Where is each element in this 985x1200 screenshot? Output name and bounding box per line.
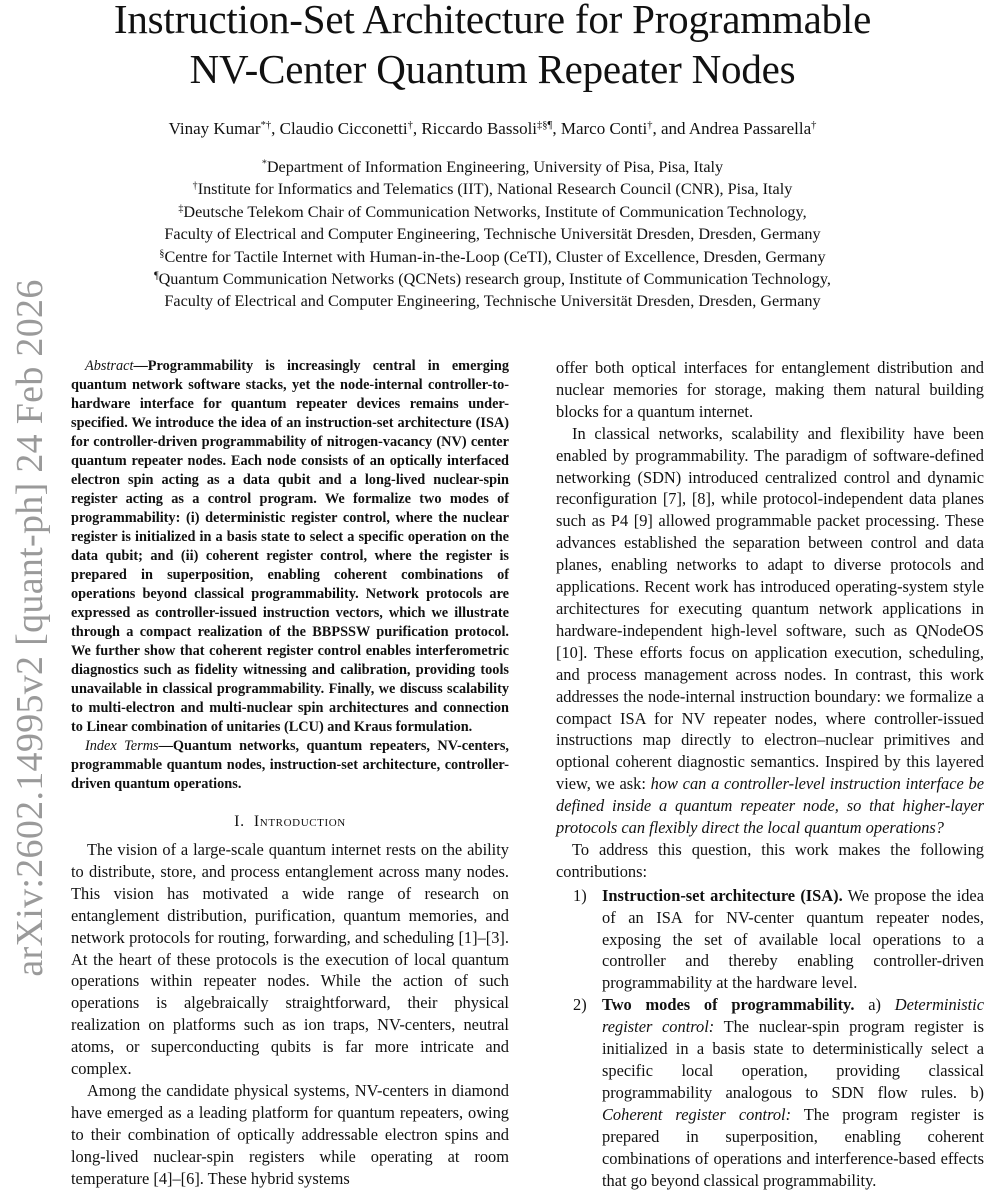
- abstract-text: Programmability is increasingly central in emerging quantum network software stacks, yet the node-internal controller-to-hardware interface for quantum repeater devices remains under-specified. We introduce the idea of an instruction-set architecture (ISA) for controller-driven programmability of nitrogen-vacancy (NV) center quantum repeater nodes. Each node consists of an optically interfaced electron spin acting as a data qubit and a long-lived nuclear-spin register acting as a control program. We formalize two modes of programmability: (i) deterministic register control, where the nuclear register is initialized in a basis state to select a specific operation on the data qubit; and (ii) coherent register control, where the register is prepared in superposition, enabling coherent combinations of operations beyond classical programmability. Network protocols are expressed as controller-issued instruction vectors, which we illustrate through a compact realization of the BBPSSW purification protocol. We further show that coherent register control enables interferometric diagnostics such as fidelity witnessing and calibration, providing tools unavailable in classical programmability. Finally, we discuss scalability to multi-electron and multi-nuclear spin architectures and connection to Linear combination of unitaries (LCU) and Kraus formulation.: [71, 358, 509, 735]
- index-terms: Index Terms—Quantum networks, quantum repeaters, NV-centers, programmable quantum nodes, instruction-set architecture, controller-driven quantum operations.: [71, 738, 509, 792]
- index-terms-label: Index Terms: [85, 738, 159, 754]
- abstract-label: Abstract: [85, 358, 134, 374]
- arxiv-watermark: arXiv:2602.14995v2 [quant-ph] 24 Feb 2026: [9, 279, 51, 977]
- contribution-item: 2) Two modes of programmability. a) Deterministic register control: The nuclear-spin program register is initialized in a basis state to deterministically select a specific local operation, providing classical programmability analogous to SDN flow rules. b) Coherent register control: The program register is prepared in superposition, enabling coherent combinations of operations and interference-based effects that go beyond classical programmability.: [573, 995, 984, 1190]
- title-line-2: NV-Center Quantum Repeater Nodes: [189, 46, 796, 92]
- affiliation: †Institute for Informatics and Telematics (IIT), National Research Council (CNR), Pisa, Italy: [192, 180, 793, 199]
- contribution-list: [556, 885, 984, 1192]
- index-terms-text: Quantum networks, quantum repeaters, NV-centers, programmable quantum nodes, instruction-set architecture, controller-driven quantum operations.: [71, 738, 509, 792]
- paragraph-continuation: offer both optical interfaces for entanglement distribution and nuclear memories for storage, making them natural building blocks for a quantum internet.: [556, 358, 984, 421]
- affiliation: Faculty of Electrical and Computer Engineering, Technische Universität Dresden, Dresden, Germany: [164, 225, 821, 244]
- title-line-1: Instruction-Set Architecture for Programmable: [113, 0, 872, 42]
- left-column: [71, 357, 509, 1190]
- author: Andrea Passarella†: [688, 119, 817, 138]
- affiliation: *Department of Information Engineering, University of Pisa, Pisa, Italy: [261, 158, 724, 176]
- author: Riccardo Bassoli‡§¶,: [421, 119, 561, 138]
- contribution-item: 1) Instruction-set architecture (ISA). We propose the idea of an ISA for NV-center quantum repeater nodes, exposing the set of available local operations to a controller and thereby enabling controller-driven programmability at the hardware level.: [573, 885, 984, 993]
- affiliation: ‡Deutsche Telekom Chair of Communication Networks, Institute of Communication Technology,: [178, 202, 807, 221]
- section-heading-introduction: I. Introduction: [234, 813, 346, 830]
- abstract: Abstract—Programmability is increasingly central in emerging quantum network software stacks, yet the node-internal controller-to-hardware interface for quantum repeater devices remains under-specified. We introduce the idea of an instruction-set architecture (ISA) for controller-driven programmability of nitrogen-vacancy (NV) center quantum repeater nodes. Each node consists of an optically interfaced electron spin acting as a data qubit and a long-lived nuclear-spin register acting as a control program. We formalize two modes of programmability: (i) deterministic register control, where the nuclear register is initialized in a basis state to select a specific operation on the data qubit; and (ii) coherent register control, where the register is prepared in superposition, enabling coherent combinations of operations beyond classical programmability. Network protocols are expressed as controller-issued instruction vectors, which we illustrate through a compact realization of the BBPSSW purification protocol. We further show that coherent register control enables interferometric diagnostics such as fidelity witnessing and calibration, providing tools unavailable in classical programmability. Finally, we discuss scalability to multi-electron and multi-nuclear spin architectures and connection to Linear combination of unitaries (LCU) and Kraus formulation.: [71, 358, 509, 735]
- paragraph: In classical networks, scalability and flexibility have been enabled by programmability. The paradigm of software-defined networking (SDN) introduced centralized control and dynamic reconfiguration [7], [8], while protocol-independent data planes such as P4 [9] allowed programmable packet processing. These advances established the separation between control and data planes, enabling networks to adapt to diverse protocols and applications. Recent work has introduced operating-system style architectures for executing quantum network applications in hardware-independent high-level software, such as QNodeOS [10]. These efforts focus on application execution, scheduling, and process management across nodes. In contrast, this work addresses the node-internal instruction boundary: we formalize a compact ISA for NV repeater nodes, where controller-issued instructions map directly to electron–nuclear primitives and optional coherent diagnostic semantics. Inspired by this layered view, we ask: how can a controller-level instruction interface be defined inside a quantum repeater node, so that higher-layer protocols can flexibly direct the local quantum operations?: [556, 423, 984, 838]
- author: Marco Conti†, and: [560, 119, 689, 138]
- affiliation: ¶Quantum Communication Networks (QCNets) research group, Institute of Communication Technology,: [154, 270, 831, 289]
- paper-title: [0, 0, 985, 94]
- author-list: [0, 118, 985, 140]
- right-column: [556, 357, 984, 1191]
- author: Claudio Cicconetti†,: [279, 119, 422, 138]
- affiliation: §Centre for Tactile Internet with Human-in-the-Loop (CeTI), Cluster of Excellence, Dresden, Germany: [159, 247, 826, 266]
- paragraph: The vision of a large-scale quantum internet rests on the ability to distribute, store, and process entanglement across many nodes. This vision has motivated a wide range of research on entanglement distribution, purification, quantum memories, and network protocols for routing, forwarding, and scheduling [1]–[3]. At the heart of these protocols is the execution of local quantum operations within repeater nodes. While the action of such operations is algebraically straightforward, their physical realization on platforms such as ion traps, NV-centers, neutral atoms, or superconducting qubits is far more intricate and complex.: [71, 840, 509, 1079]
- paragraph: Among the candidate physical systems, NV-centers in diamond have emerged as a leading platform for quantum repeaters, owing to their combination of optically addressable electron spins and long-lived nuclear-spin registers while operating at room temperature [4]–[6]. These hybrid systems: [71, 1080, 509, 1188]
- affiliation: Faculty of Electrical and Computer Engineering, Technische Universität Dresden, Dresden, Germany: [164, 292, 821, 311]
- author: Vinay Kumar*†,: [168, 119, 280, 138]
- affiliation-list: [0, 156, 985, 313]
- research-question: how can a controller-level instruction interface be defined inside a quantum repeater node, so that higher-layer protocols can flexibly direct the local quantum operations?: [556, 774, 984, 838]
- paragraph: To address this question, this work makes the following contributions:: [556, 839, 984, 881]
